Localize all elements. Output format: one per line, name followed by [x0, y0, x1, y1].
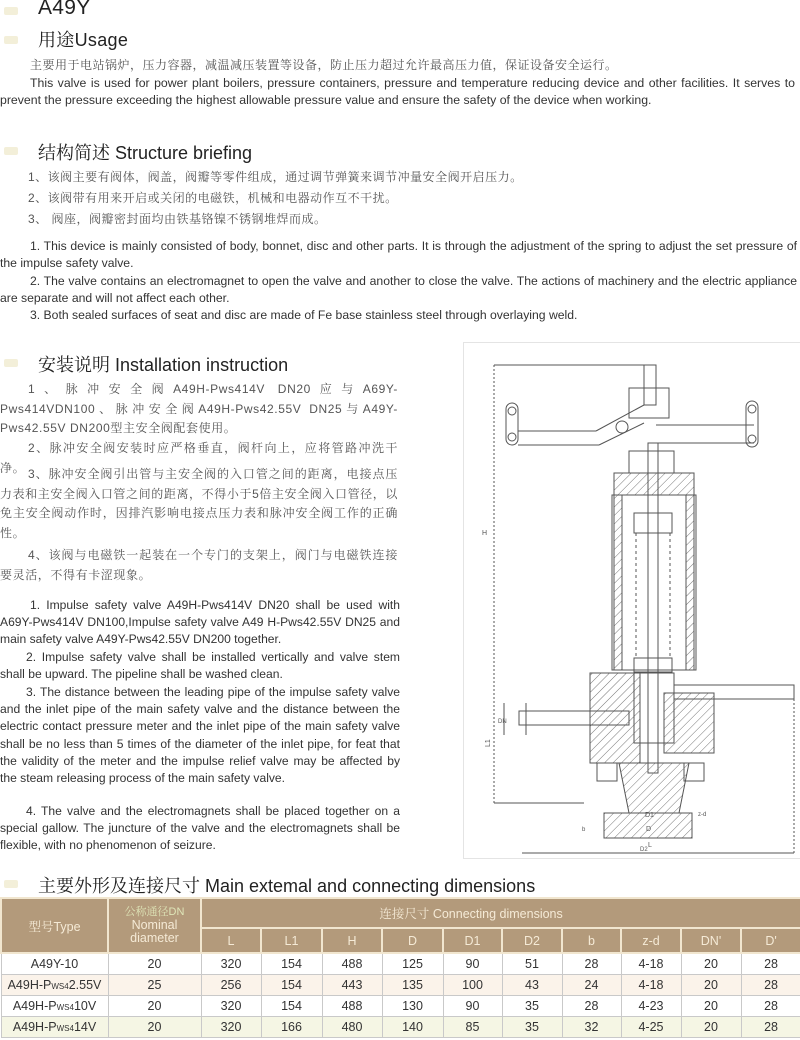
cell: 154 — [261, 953, 322, 975]
structure-cn-item-3: 3、 阀座，阀瓣密封面均由铁基铬镍不锈钢堆焊而成。 — [28, 212, 327, 226]
table-row — [1, 975, 800, 996]
drawing-label-D: D — [646, 826, 652, 833]
cell-type — [1, 975, 108, 996]
header-nominal-en1: Nominal — [131, 918, 178, 932]
type-prefix: A49H-P — [12, 999, 57, 1013]
installation-cn-item-4 — [0, 546, 398, 585]
structure-heading: 结构简述 Structure briefing — [38, 143, 253, 163]
cell: 154 — [261, 996, 322, 1017]
model-title: A49Y — [38, 0, 91, 19]
cell-type — [1, 1017, 108, 1038]
bullet-icon — [4, 147, 18, 155]
header-col-DN-prime: DN' — [681, 928, 741, 953]
installation-en-item-4 — [0, 803, 400, 855]
header-col-L1: L1 — [261, 928, 322, 953]
installation-en-item-1-text: 1. Impulse safety valve A49H-Pws414V DN20 shall be used with A69Y-Pws414V DN100,Impulse safety valve A49 H-Pws42.55V DN25 and main safety valve A49Y-Pws42.55V DN200 together. — [0, 598, 400, 647]
cell: 28 — [741, 996, 800, 1017]
installation-cn-item-2-text: 2、脉冲安全阀安装时应严格垂直，阀杆向上，应将管路冲洗干净。 — [0, 441, 398, 475]
structure-en-item-2 — [0, 273, 797, 307]
svg-text:L1: L1 — [485, 739, 492, 747]
bullet-icon — [4, 880, 18, 888]
cell: 32 — [562, 1017, 621, 1038]
structure-en-item-1 — [0, 238, 797, 272]
cell: 35 — [502, 1017, 562, 1038]
usage-en-body: This valve is used for power plant boilers, pressure containers, pressure and temperature reducing device and other facilities. It serves to prevent the pressure exceeding the highest allowable pressure value and ensure the safety of the device when working. — [0, 76, 795, 107]
installation-en-item-4-text: 4. The valve and the electromagnets shall be placed together on a special gallow. The juncture of the valve and the electromagnets shall be flexible, with no phenomenon of seizure. — [0, 804, 400, 853]
header-col-D: D — [382, 928, 443, 953]
header-col-b: b — [562, 928, 621, 953]
installation-cn-item-4-text: 4、该阀与电磁铁一起装在一个专门的支架上，阀门与电磁铁连接要灵活，不得有卡涩现象。 — [0, 548, 398, 582]
installation-heading: 安装说明 Installation instruction — [38, 355, 289, 375]
cell: 28 — [741, 1017, 800, 1038]
cell: 130 — [382, 996, 443, 1017]
cell: 320 — [201, 996, 261, 1017]
cell: 28 — [741, 975, 800, 996]
header-col-D1: D1 — [443, 928, 502, 953]
structure-en-item-1-text: 1. This device is mainly consisted of body, bonnet, disc and other parts. It is through the adjustment of the spring to adjust the set pressure of the impulse safety valve. — [0, 239, 797, 270]
table-row — [1, 953, 800, 975]
svg-text:D2: D2 — [640, 847, 648, 853]
header-nominal-en2: diameter — [130, 931, 179, 945]
cell: 166 — [261, 1017, 322, 1038]
cell: 85 — [443, 1017, 502, 1038]
cell: 154 — [261, 975, 322, 996]
svg-text:z-d: z-d — [698, 812, 707, 818]
cell: 140 — [382, 1017, 443, 1038]
header-col-H: H — [322, 928, 382, 953]
svg-text:DN: DN — [498, 719, 507, 725]
cell: 51 — [502, 953, 562, 975]
cell: 28 — [562, 953, 621, 975]
type-subscript: WS4 — [51, 982, 69, 991]
type-suffix: 10V — [73, 999, 97, 1013]
table-row — [1, 1017, 800, 1038]
header-col-L: L — [201, 928, 261, 953]
cell: 90 — [443, 996, 502, 1017]
valve-cross-section-icon — [464, 343, 800, 858]
header-nominal-diameter — [108, 898, 201, 953]
cell: 125 — [382, 953, 443, 975]
installation-cn-item-1 — [0, 380, 398, 439]
installation-cn-item-3-text: 3、脉冲安全阀引出管与主安全阀的入口管之间的距离，电接点压力表和主安全阀入口管之间的距离，不得小于5倍主安全阀入口管径，以免主安全阀动作时，因排汽影响电接点压力表和脉冲安全阀工作的正确性。 — [0, 467, 398, 540]
cell: 20 — [681, 953, 741, 975]
installation-en-item-3 — [0, 684, 400, 787]
bullet-icon — [4, 36, 18, 44]
cell: 35 — [502, 996, 562, 1017]
cell: 28 — [562, 996, 621, 1017]
structure-cn-item-2: 2、该阀带有用来开启或关闭的电磁铁，机械和电器动作互不干扰。 — [28, 191, 398, 205]
structure-en-item-2-text: 2. The valve contains an electromagnet to open the valve and another to close the valve. The actions of machinery and the electric appliance are separate and will not affect each other. — [0, 274, 797, 305]
usage-heading: 用途Usage — [38, 30, 129, 50]
cell: 4-25 — [621, 1017, 681, 1038]
bullet-icon — [4, 7, 18, 15]
cell: 4-18 — [621, 975, 681, 996]
svg-text:H: H — [482, 530, 488, 537]
type-suffix: 2.55V — [68, 978, 102, 992]
header-type: 型号Type — [1, 898, 108, 953]
type-subscript: WS4 — [56, 1024, 74, 1033]
drawing-label-L: L — [648, 842, 652, 849]
cell: 4-18 — [621, 953, 681, 975]
cell-dn: 20 — [108, 996, 201, 1017]
installation-en-item-1 — [0, 597, 400, 649]
header-col-D2: D2 — [502, 928, 562, 953]
cell: 24 — [562, 975, 621, 996]
header-connecting-dimensions — [201, 898, 800, 928]
cell: 488 — [322, 996, 382, 1017]
dimensions-heading: 主要外形及连接尺寸 Main extemal and connecting dimensions — [38, 876, 536, 896]
cell: 20 — [681, 975, 741, 996]
cell: 480 — [322, 1017, 382, 1038]
structure-en-item-3 — [0, 307, 797, 324]
header-connecting-label: 连接尺寸 Connecting dimensions — [379, 907, 563, 921]
cell: 28 — [741, 953, 800, 975]
header-nominal-cn: 公称通径DN — [124, 906, 185, 918]
cell: 320 — [201, 953, 261, 975]
cell-dn: 20 — [108, 953, 201, 975]
cell: 4-23 — [621, 996, 681, 1017]
header-col-D-prime: D' — [741, 928, 800, 953]
cell: 320 — [201, 1017, 261, 1038]
structure-cn-item-1: 1、该阀主要有阀体，阀盖，阀瓣等零件组成，通过调节弹簧来调节冲量安全阀开启压力。 — [28, 170, 523, 184]
cell: 90 — [443, 953, 502, 975]
cell-type — [1, 996, 108, 1017]
installation-en-item-2 — [0, 649, 400, 683]
cell: 135 — [382, 975, 443, 996]
usage-en-text — [0, 75, 795, 109]
installation-cn-item-1-text: 1、脉冲安全阀A49H-Pws414V DN20应与A69Y-Pws414VDN100、脉冲安全阀A49H-Pws42.55V DN25与A49Y-Pws42.55V DN200型主安全阀配套使用。 — [0, 382, 398, 435]
dimensions-table — [0, 897, 800, 1038]
installation-en-item-2-text: 2. Impulse safety valve shall be installed vertically and valve stem shall be upward. The pipeline shall be washed clean. — [0, 650, 400, 682]
type-prefix: A49H-P — [12, 1020, 57, 1034]
cell: 43 — [502, 975, 562, 996]
cell-type: A49Y-10 — [1, 953, 108, 975]
cell: 100 — [443, 975, 502, 996]
table-header-row-top — [1, 898, 800, 928]
cell-dn: 25 — [108, 975, 201, 996]
cell: 20 — [681, 996, 741, 1017]
cell: 488 — [322, 953, 382, 975]
cell-dn: 20 — [108, 1017, 201, 1038]
svg-text:b: b — [582, 827, 586, 833]
cell: 256 — [201, 975, 261, 996]
structure-en-item-3-text: 3. Both sealed surfaces of seat and disc are made of Fe base stainless steel through overlaying weld. — [30, 308, 578, 322]
bullet-icon — [4, 359, 18, 367]
cell: 20 — [681, 1017, 741, 1038]
type-subscript: WS4 — [56, 1003, 74, 1012]
type-suffix: 14V — [73, 1020, 97, 1034]
drawing-label-D1: D1 — [645, 812, 654, 819]
cell: 443 — [322, 975, 382, 996]
header-col-z-d: z-d — [621, 928, 681, 953]
table-row — [1, 996, 800, 1017]
installation-en-item-3-text: 3. The distance between the leading pipe of the impulse safety valve and the inlet pipe of the main safety valve and the distance between the electric contact pressure meter and the inlet pipe of the main safety valve shall be no less than 5 times of the diameter of the inlet pipe, for feat that the validity of the meter and the impulse relief valve may be affected by the steam releasing process of the main safety valve. — [0, 685, 400, 786]
installation-cn-item-3 — [0, 465, 398, 543]
usage-cn-text: 主要用于电站锅炉，压力容器，减温减压装置等设备，防止压力超过允许最高压力值，保证设备安全运行。 — [30, 58, 618, 72]
valve-technical-drawing — [463, 342, 800, 859]
type-prefix: A49H-P — [7, 978, 52, 992]
